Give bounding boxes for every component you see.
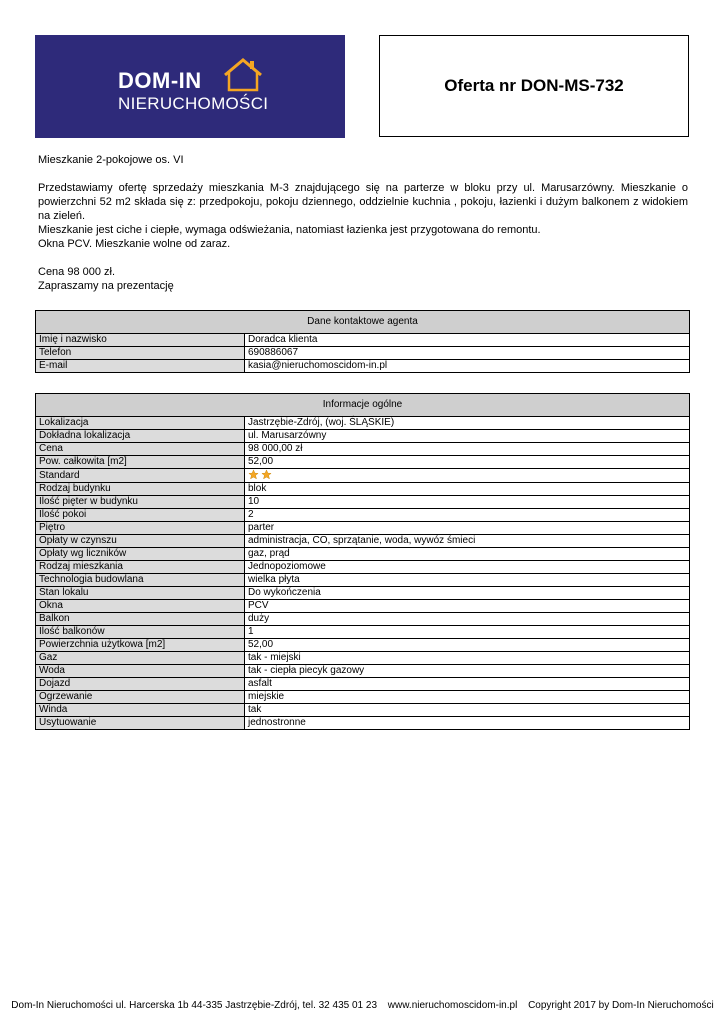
offer-description bbox=[38, 153, 688, 293]
row-value: 52,00 bbox=[245, 639, 690, 652]
table-row bbox=[36, 652, 690, 665]
row-value: duży bbox=[245, 613, 690, 626]
star-icon bbox=[261, 469, 272, 480]
table-row bbox=[36, 522, 690, 535]
table-row bbox=[36, 417, 690, 430]
row-label: Ogrzewanie bbox=[36, 691, 245, 704]
table-row bbox=[36, 600, 690, 613]
row-label: Piętro bbox=[36, 522, 245, 535]
table-row bbox=[36, 639, 690, 652]
star-icon bbox=[248, 469, 259, 480]
row-label: Pow. całkowita [m2] bbox=[36, 456, 245, 469]
row-label: Ilość pokoi bbox=[36, 509, 245, 522]
table-row bbox=[36, 587, 690, 600]
row-value: Doradca klienta bbox=[245, 334, 690, 347]
row-label: Dojazd bbox=[36, 678, 245, 691]
row-value: tak bbox=[245, 704, 690, 717]
row-label: E-mail bbox=[36, 360, 245, 373]
agent-contact-table bbox=[35, 310, 690, 373]
invite-line: Zapraszamy na prezentację bbox=[38, 280, 174, 292]
row-label: Lokalizacja bbox=[36, 417, 245, 430]
house-roof-icon bbox=[223, 57, 263, 93]
logo-text-bottom: NIERUCHOMOŚCI bbox=[118, 94, 269, 113]
row-value: 52,00 bbox=[245, 456, 690, 469]
offer-title-box bbox=[379, 35, 689, 137]
row-value: tak - ciepła piecyk gazowy bbox=[245, 665, 690, 678]
row-value: 690886067 bbox=[245, 347, 690, 360]
row-value: tak - miejski bbox=[245, 652, 690, 665]
table-row bbox=[36, 509, 690, 522]
price-line: Cena 98 000 zł. bbox=[38, 266, 116, 278]
row-label: Standard bbox=[36, 469, 245, 483]
row-value: wielka płyta bbox=[245, 574, 690, 587]
row-label: Powierzchnia użytkowa [m2] bbox=[36, 639, 245, 652]
row-label: Rodzaj budynku bbox=[36, 483, 245, 496]
table-row bbox=[36, 678, 690, 691]
table-row bbox=[36, 691, 690, 704]
table-row bbox=[36, 496, 690, 509]
table-row bbox=[36, 561, 690, 574]
row-label: Cena bbox=[36, 443, 245, 456]
description-paragraph: Okna PCV. Mieszkanie wolne od zaraz. bbox=[38, 238, 231, 250]
table-row bbox=[36, 483, 690, 496]
standard-rating bbox=[245, 469, 690, 483]
page-footer bbox=[0, 1000, 725, 1011]
agent-table-title: Dane kontaktowe agenta bbox=[36, 311, 690, 334]
table-row bbox=[36, 574, 690, 587]
row-label: Ilość pięter w budynku bbox=[36, 496, 245, 509]
row-value: ul. Marusarzówny bbox=[245, 430, 690, 443]
description-heading: Mieszkanie 2-pokojowe os. VI bbox=[38, 154, 184, 166]
row-value: 2 bbox=[245, 509, 690, 522]
table-row bbox=[36, 535, 690, 548]
row-label: Opłaty w czynszu bbox=[36, 535, 245, 548]
row-value: administracja, CO, sprzątanie, woda, wywóz śmieci bbox=[245, 535, 690, 548]
company-logo bbox=[35, 35, 345, 138]
row-label: Telefon bbox=[36, 347, 245, 360]
description-paragraph: Przedstawiamy ofertę sprzedaży mieszkania M-3 znajdującego się na parterze w bloku przy ul. Marusarzówny. Mieszkanie o powierzchni 52 m2 składa się z: przedpokoju, pokoju dziennego, oddzielnie kuchnia , pokoju, łazienki i dużym balkonem z widokiem na zieleń. bbox=[38, 182, 688, 222]
row-label: Usytuowanie bbox=[36, 717, 245, 730]
table-row bbox=[36, 443, 690, 456]
row-value: kasia@nieruchomoscidom-in.pl bbox=[245, 360, 690, 373]
table-row bbox=[36, 665, 690, 678]
logo-text-top: DOM-IN bbox=[118, 68, 202, 93]
row-value: 1 bbox=[245, 626, 690, 639]
table-row bbox=[36, 334, 690, 347]
row-label: Stan lokalu bbox=[36, 587, 245, 600]
table-row bbox=[36, 360, 690, 373]
table-row bbox=[36, 430, 690, 443]
row-value: blok bbox=[245, 483, 690, 496]
general-table-title: Informacje ogólne bbox=[36, 394, 690, 417]
table-row bbox=[36, 548, 690, 561]
row-value: Do wykończenia bbox=[245, 587, 690, 600]
row-value: asfalt bbox=[245, 678, 690, 691]
row-value: 10 bbox=[245, 496, 690, 509]
row-value: jednostronne bbox=[245, 717, 690, 730]
table-row bbox=[36, 456, 690, 469]
row-label: Okna bbox=[36, 600, 245, 613]
row-label: Dokładna lokalizacja bbox=[36, 430, 245, 443]
footer-address: Dom-In Nieruchomości ul. Harcerska 1b 44-335 Jastrzębie-Zdrój, tel. 32 435 01 23 bbox=[11, 1000, 378, 1011]
offer-title: Oferta nr DON-MS-732 bbox=[444, 76, 624, 95]
row-value: Jednopoziomowe bbox=[245, 561, 690, 574]
row-value: miejskie bbox=[245, 691, 690, 704]
row-label: Technologia budowlana bbox=[36, 574, 245, 587]
table-row bbox=[36, 717, 690, 730]
general-info-table bbox=[35, 393, 690, 730]
footer-copyright: Copyright 2017 by Dom-In Nieruchomości bbox=[528, 1000, 714, 1011]
row-value: PCV bbox=[245, 600, 690, 613]
row-label: Woda bbox=[36, 665, 245, 678]
row-value: Jastrzębie-Zdrój, (woj. ŚLĄSKIE) bbox=[245, 417, 690, 430]
row-value: 98 000,00 zł bbox=[245, 443, 690, 456]
row-value: parter bbox=[245, 522, 690, 535]
table-row bbox=[36, 469, 690, 483]
row-label: Rodzaj mieszkania bbox=[36, 561, 245, 574]
table-row bbox=[36, 613, 690, 626]
footer-website-link[interactable]: www.nieruchomoscidom-in.pl bbox=[387, 1000, 518, 1011]
table-row bbox=[36, 626, 690, 639]
row-label: Winda bbox=[36, 704, 245, 717]
table-row bbox=[36, 347, 690, 360]
row-label: Gaz bbox=[36, 652, 245, 665]
row-label: Imię i nazwisko bbox=[36, 334, 245, 347]
row-label: Opłaty wg liczników bbox=[36, 548, 245, 561]
row-label: Ilość balkonów bbox=[36, 626, 245, 639]
row-label: Balkon bbox=[36, 613, 245, 626]
row-value: gaz, prąd bbox=[245, 548, 690, 561]
description-paragraph: Mieszkanie jest ciche i ciepłe, wymaga odświeżania, natomiast łazienka jest przygotowana do remontu. bbox=[38, 224, 541, 236]
table-row bbox=[36, 704, 690, 717]
